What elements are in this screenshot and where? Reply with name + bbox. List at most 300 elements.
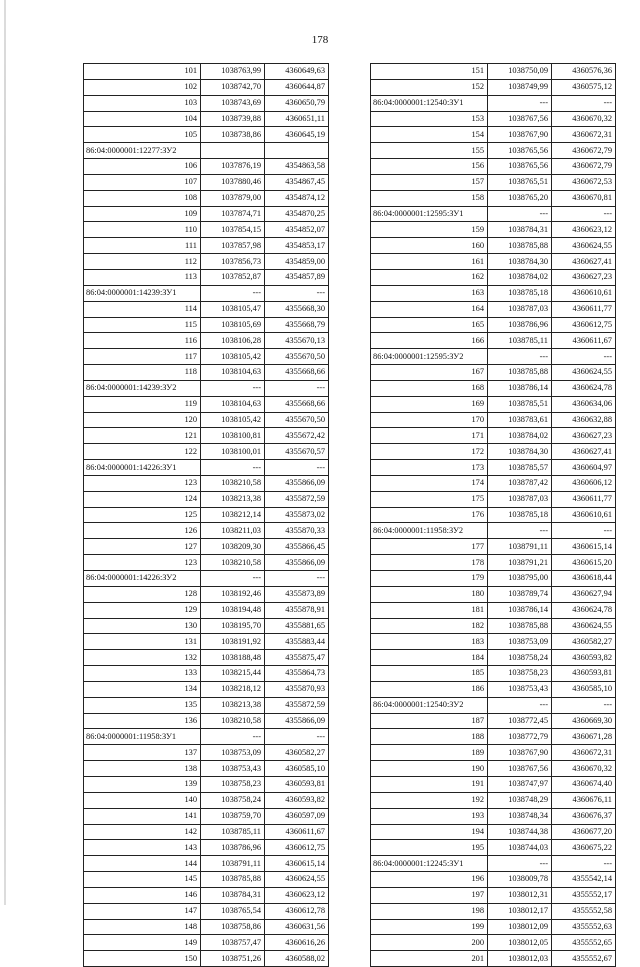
point-number-cell: 143 (84, 840, 201, 856)
y-coordinate-cell: 4360675,22 (552, 840, 616, 856)
point-number-cell: 103 (84, 95, 201, 111)
table-row (84, 840, 329, 856)
x-coordinate-cell: 1038743,69 (201, 95, 265, 111)
y-coordinate-cell: --- (265, 571, 329, 587)
x-coordinate-cell: 1038795,00 (488, 571, 552, 587)
point-number-cell: 184 (371, 650, 488, 666)
table-row (371, 792, 616, 808)
x-coordinate-cell: 1038791,11 (488, 539, 552, 555)
point-number-cell: 172 (371, 444, 488, 460)
x-coordinate-cell: 1038765,54 (201, 903, 265, 919)
y-coordinate-cell: 4360670,32 (552, 111, 616, 127)
x-coordinate-cell: 1038012,09 (488, 919, 552, 935)
point-number-cell: 127 (84, 539, 201, 555)
point-number-cell: 86:04:0000001:11958:ЗУ1 (84, 729, 201, 745)
table-row (84, 935, 329, 951)
x-coordinate-cell: --- (488, 856, 552, 872)
y-coordinate-cell: --- (265, 460, 329, 476)
y-coordinate-cell: 4355668,30 (265, 301, 329, 317)
y-coordinate-cell: 4360632,88 (552, 412, 616, 428)
point-number-cell: 135 (84, 697, 201, 713)
y-coordinate-cell: 4355542,14 (552, 872, 616, 888)
y-coordinate-cell: 4360650,79 (265, 95, 329, 111)
y-coordinate-cell: 4355875,47 (265, 650, 329, 666)
point-number-cell: 112 (84, 254, 201, 270)
table-row (84, 190, 329, 206)
point-number-cell: 178 (371, 555, 488, 571)
point-number-cell: 148 (84, 919, 201, 935)
x-coordinate-cell: 1038783,61 (488, 412, 552, 428)
table-row (371, 428, 616, 444)
x-coordinate-cell: 1038758,24 (488, 650, 552, 666)
y-coordinate-cell: 4360615,20 (552, 555, 616, 571)
x-coordinate-cell: 1038104,63 (201, 396, 265, 412)
table-row (84, 634, 329, 650)
x-coordinate-cell: 1038767,90 (488, 745, 552, 761)
table-row (371, 127, 616, 143)
point-number-cell: 188 (371, 729, 488, 745)
table-row (371, 729, 616, 745)
point-number-cell: 86:04:0000001:12277:ЗУ2 (84, 143, 201, 159)
point-number-cell: 160 (371, 238, 488, 254)
point-number-cell: 157 (371, 174, 488, 190)
y-coordinate-cell: 4360593,81 (265, 776, 329, 792)
y-coordinate-cell: --- (552, 697, 616, 713)
x-coordinate-cell: 1038759,70 (201, 808, 265, 824)
point-number-cell: 124 (84, 491, 201, 507)
x-coordinate-cell: 1038744,03 (488, 840, 552, 856)
table-row (371, 254, 616, 270)
point-number-cell: 182 (371, 618, 488, 634)
table-row (371, 301, 616, 317)
table-row (84, 412, 329, 428)
point-number-cell: 149 (84, 935, 201, 951)
table-row (84, 824, 329, 840)
point-number-cell: 86:04:0000001:12540:ЗУ2 (371, 697, 488, 713)
table-row (84, 317, 329, 333)
point-number-cell: 150 (84, 951, 201, 967)
x-coordinate-cell: --- (201, 380, 265, 396)
point-number-cell: 167 (371, 365, 488, 381)
table-row (371, 444, 616, 460)
table-row (84, 428, 329, 444)
x-coordinate-cell: 1038105,42 (201, 412, 265, 428)
point-number-cell: 180 (371, 586, 488, 602)
table-row (371, 824, 616, 840)
y-coordinate-cell: 4355672,42 (265, 428, 329, 444)
y-coordinate-cell: 4355872,59 (265, 491, 329, 507)
x-coordinate-cell: --- (201, 285, 265, 301)
point-number-cell: 86:04:0000001:14226:ЗУ2 (84, 571, 201, 587)
point-number-cell: 199 (371, 919, 488, 935)
x-coordinate-cell: 1038785,18 (488, 285, 552, 301)
x-coordinate-cell: 1038753,09 (201, 745, 265, 761)
x-coordinate-cell: 1038739,88 (201, 111, 265, 127)
y-coordinate-cell: 4354853,17 (265, 238, 329, 254)
parcel-header-row (84, 460, 329, 476)
y-coordinate-cell: 4355881,65 (265, 618, 329, 634)
x-coordinate-cell: 1038191,92 (201, 634, 265, 650)
table-row (84, 238, 329, 254)
table-row (371, 666, 616, 682)
x-coordinate-cell: 1038738,86 (201, 127, 265, 143)
y-coordinate-cell: 4360627,41 (552, 254, 616, 270)
table-row (371, 586, 616, 602)
point-number-cell: 170 (371, 412, 488, 428)
point-number-cell: 86:04:0000001:14239:ЗУ2 (84, 380, 201, 396)
x-coordinate-cell: 1038785,51 (488, 396, 552, 412)
point-number-cell: 185 (371, 666, 488, 682)
x-coordinate-cell: 1038744,38 (488, 824, 552, 840)
point-number-cell: 114 (84, 301, 201, 317)
table-row (84, 349, 329, 365)
y-coordinate-cell: --- (552, 856, 616, 872)
x-coordinate-cell: 1038757,47 (201, 935, 265, 951)
x-coordinate-cell: 1037852,87 (201, 269, 265, 285)
y-coordinate-cell: 4360618,44 (552, 571, 616, 587)
y-coordinate-cell: 4360582,27 (265, 745, 329, 761)
x-coordinate-cell: 1038784,31 (201, 887, 265, 903)
x-coordinate-cell: 1038765,56 (488, 143, 552, 159)
x-coordinate-cell: 1038210,58 (201, 475, 265, 491)
point-number-cell: 134 (84, 681, 201, 697)
y-coordinate-cell: 4360672,79 (552, 159, 616, 175)
y-coordinate-cell: 4360604,97 (552, 460, 616, 476)
table-row (84, 333, 329, 349)
y-coordinate-cell: 4360615,14 (265, 856, 329, 872)
y-coordinate-cell: 4360576,36 (552, 64, 616, 80)
y-coordinate-cell: 4354867,45 (265, 174, 329, 190)
table-row (84, 95, 329, 111)
x-coordinate-cell: 1038784,02 (488, 269, 552, 285)
x-coordinate-cell: 1038753,09 (488, 634, 552, 650)
x-coordinate-cell: 1038748,34 (488, 808, 552, 824)
y-coordinate-cell: 4360670,32 (552, 761, 616, 777)
point-number-cell: 126 (84, 523, 201, 539)
point-number-cell: 161 (371, 254, 488, 270)
y-coordinate-cell: 4355670,57 (265, 444, 329, 460)
x-coordinate-cell: 1038742,70 (201, 79, 265, 95)
point-number-cell: 105 (84, 127, 201, 143)
x-coordinate-cell: 1038753,43 (488, 681, 552, 697)
x-coordinate-cell: 1038763,99 (201, 64, 265, 80)
y-coordinate-cell: --- (265, 380, 329, 396)
parcel-header-row (84, 380, 329, 396)
table-row (84, 365, 329, 381)
y-coordinate-cell: 4360612,78 (265, 903, 329, 919)
y-coordinate-cell: 4360672,53 (552, 174, 616, 190)
y-coordinate-cell: 4355668,79 (265, 317, 329, 333)
x-coordinate-cell: 1038786,14 (488, 602, 552, 618)
y-coordinate-cell: 4355552,63 (552, 919, 616, 935)
y-coordinate-cell: 4360676,37 (552, 808, 616, 824)
y-coordinate-cell: 4360624,55 (552, 618, 616, 634)
table-row (371, 935, 616, 951)
x-coordinate-cell: 1037880,46 (201, 174, 265, 190)
coordinates-table-left (83, 63, 329, 967)
x-coordinate-cell: 1037856,73 (201, 254, 265, 270)
point-number-cell: 177 (371, 539, 488, 555)
x-coordinate-cell: 1038758,23 (201, 776, 265, 792)
y-coordinate-cell: 4355873,89 (265, 586, 329, 602)
x-coordinate-cell: 1037879,00 (201, 190, 265, 206)
y-coordinate-cell: 4355866,09 (265, 475, 329, 491)
parcel-header-row (371, 523, 616, 539)
page-number: 178 (311, 34, 329, 46)
point-number-cell: 116 (84, 333, 201, 349)
y-coordinate-cell: 4360670,81 (552, 190, 616, 206)
point-number-cell: 166 (371, 333, 488, 349)
x-coordinate-cell: 1038105,42 (201, 349, 265, 365)
point-number-cell: 192 (371, 792, 488, 808)
x-coordinate-cell: 1038748,29 (488, 792, 552, 808)
table-row (371, 634, 616, 650)
table-row (84, 491, 329, 507)
point-number-cell: 165 (371, 317, 488, 333)
table-row (84, 301, 329, 317)
y-coordinate-cell: 4360624,78 (552, 380, 616, 396)
y-coordinate-cell: 4360677,20 (552, 824, 616, 840)
y-coordinate-cell: 4360593,81 (552, 666, 616, 682)
x-coordinate-cell: --- (201, 460, 265, 476)
x-coordinate-cell: 1038212,14 (201, 507, 265, 523)
point-number-cell: 113 (84, 269, 201, 285)
point-number-cell: 129 (84, 602, 201, 618)
table-row (84, 269, 329, 285)
x-coordinate-cell: --- (488, 523, 552, 539)
parcel-header-row (84, 571, 329, 587)
table-row (371, 602, 616, 618)
x-coordinate-cell: 1038215,44 (201, 666, 265, 682)
x-coordinate-cell: 1038787,03 (488, 491, 552, 507)
x-coordinate-cell: 1038785,88 (201, 872, 265, 888)
y-coordinate-cell: 4360624,55 (265, 872, 329, 888)
x-coordinate-cell: 1038784,02 (488, 428, 552, 444)
x-coordinate-cell: 1038012,31 (488, 887, 552, 903)
point-number-cell: 128 (84, 586, 201, 602)
y-coordinate-cell: 4360611,77 (552, 491, 616, 507)
x-coordinate-cell: 1038749,99 (488, 79, 552, 95)
x-coordinate-cell: 1038012,05 (488, 935, 552, 951)
y-coordinate-cell: 4355552,65 (552, 935, 616, 951)
point-number-cell: 168 (371, 380, 488, 396)
point-number-cell: 142 (84, 824, 201, 840)
x-coordinate-cell: 1038791,11 (201, 856, 265, 872)
table-row (371, 491, 616, 507)
point-number-cell: 159 (371, 222, 488, 238)
table-row (84, 127, 329, 143)
x-coordinate-cell: 1038785,18 (488, 507, 552, 523)
point-number-cell: 187 (371, 713, 488, 729)
y-coordinate-cell: 4360672,31 (552, 745, 616, 761)
point-number-cell: 117 (84, 349, 201, 365)
x-coordinate-cell: 1038210,58 (201, 713, 265, 729)
point-number-cell: 123 (84, 475, 201, 491)
x-coordinate-cell: 1038188,48 (201, 650, 265, 666)
y-coordinate-cell: 4355552,17 (552, 887, 616, 903)
table-row (84, 951, 329, 967)
point-number-cell: 151 (371, 64, 488, 80)
y-coordinate-cell: 4360612,75 (552, 317, 616, 333)
point-number-cell: 122 (84, 444, 201, 460)
y-coordinate-cell (265, 143, 329, 159)
point-number-cell: 174 (371, 475, 488, 491)
point-number-cell: 140 (84, 792, 201, 808)
table-row (371, 285, 616, 301)
x-coordinate-cell: 1038767,56 (488, 111, 552, 127)
y-coordinate-cell: 4360634,06 (552, 396, 616, 412)
point-number-cell: 163 (371, 285, 488, 301)
point-number-cell: 86:04:0000001:11958:ЗУ2 (371, 523, 488, 539)
table-row (84, 586, 329, 602)
table-row (371, 79, 616, 95)
y-coordinate-cell: 4360627,23 (552, 428, 616, 444)
x-coordinate-cell: 1038784,30 (488, 444, 552, 460)
y-coordinate-cell: 4360674,40 (552, 776, 616, 792)
x-coordinate-cell: 1038765,56 (488, 159, 552, 175)
x-coordinate-cell: 1038767,90 (488, 127, 552, 143)
x-coordinate-cell: 1037854,15 (201, 222, 265, 238)
x-coordinate-cell: 1038786,96 (488, 317, 552, 333)
point-number-cell: 171 (371, 428, 488, 444)
x-coordinate-cell: 1038784,31 (488, 222, 552, 238)
x-coordinate-cell: 1038747,97 (488, 776, 552, 792)
y-coordinate-cell: 4360651,11 (265, 111, 329, 127)
point-number-cell: 125 (84, 507, 201, 523)
table-row (371, 555, 616, 571)
y-coordinate-cell: 4360593,82 (265, 792, 329, 808)
parcel-header-row (84, 285, 329, 301)
table-row (84, 618, 329, 634)
table-row (371, 745, 616, 761)
point-number-cell: 102 (84, 79, 201, 95)
y-coordinate-cell: 4360611,67 (265, 824, 329, 840)
table-row (84, 602, 329, 618)
y-coordinate-cell: 4355670,50 (265, 349, 329, 365)
y-coordinate-cell: 4355866,45 (265, 539, 329, 555)
y-coordinate-cell: 4360672,31 (552, 127, 616, 143)
table-row (371, 460, 616, 476)
x-coordinate-cell: 1038787,42 (488, 475, 552, 491)
y-coordinate-cell: 4355552,67 (552, 951, 616, 967)
table-row (371, 507, 616, 523)
table-row (371, 951, 616, 967)
point-number-cell: 146 (84, 887, 201, 903)
point-number-cell: 120 (84, 412, 201, 428)
point-number-cell: 190 (371, 761, 488, 777)
y-coordinate-cell: 4355873,02 (265, 507, 329, 523)
point-number-cell: 195 (371, 840, 488, 856)
x-coordinate-cell: 1038100,81 (201, 428, 265, 444)
point-number-cell: 104 (84, 111, 201, 127)
table-row (371, 143, 616, 159)
point-number-cell: 154 (371, 127, 488, 143)
point-number-cell: 198 (371, 903, 488, 919)
y-coordinate-cell: 4360624,78 (552, 602, 616, 618)
x-coordinate-cell: 1038758,23 (488, 666, 552, 682)
y-coordinate-cell: --- (265, 729, 329, 745)
point-number-cell: 169 (371, 396, 488, 412)
point-number-cell: 107 (84, 174, 201, 190)
table-row (371, 761, 616, 777)
x-coordinate-cell: 1038785,88 (488, 618, 552, 634)
table-row (371, 64, 616, 80)
table-row (84, 174, 329, 190)
x-coordinate-cell: 1038784,30 (488, 254, 552, 270)
table-row (371, 840, 616, 856)
x-coordinate-cell: 1038105,69 (201, 317, 265, 333)
table-row (371, 174, 616, 190)
x-coordinate-cell: 1038772,45 (488, 713, 552, 729)
point-number-cell: 111 (84, 238, 201, 254)
point-number-cell: 181 (371, 602, 488, 618)
point-number-cell: 86:04:0000001:12595:ЗУ2 (371, 349, 488, 365)
table-row (84, 79, 329, 95)
point-number-cell: 110 (84, 222, 201, 238)
table-row (371, 111, 616, 127)
y-coordinate-cell: 4354863,58 (265, 159, 329, 175)
point-number-cell: 175 (371, 491, 488, 507)
table-row (371, 618, 616, 634)
table-row (371, 269, 616, 285)
x-coordinate-cell: 1038209,30 (201, 539, 265, 555)
y-coordinate-cell: 4355552,58 (552, 903, 616, 919)
point-number-cell: 191 (371, 776, 488, 792)
point-number-cell: 156 (371, 159, 488, 175)
x-coordinate-cell: --- (201, 571, 265, 587)
table-row (371, 238, 616, 254)
table-row (84, 523, 329, 539)
parcel-header-row (371, 95, 616, 111)
x-coordinate-cell: 1038195,70 (201, 618, 265, 634)
y-coordinate-cell: 4355668,66 (265, 365, 329, 381)
x-coordinate-cell: 1038753,43 (201, 761, 265, 777)
y-coordinate-cell: 4360649,63 (265, 64, 329, 80)
table-row (371, 365, 616, 381)
x-coordinate-cell (201, 143, 265, 159)
point-number-cell: 123 (84, 555, 201, 571)
parcel-header-row (371, 697, 616, 713)
y-coordinate-cell: 4355878,91 (265, 602, 329, 618)
table-row (371, 333, 616, 349)
point-number-cell: 138 (84, 761, 201, 777)
point-number-cell: 106 (84, 159, 201, 175)
y-coordinate-cell: 4360645,19 (265, 127, 329, 143)
table-row (84, 254, 329, 270)
table-row (84, 475, 329, 491)
x-coordinate-cell: 1038213,38 (201, 491, 265, 507)
point-number-cell: 173 (371, 460, 488, 476)
x-coordinate-cell: 1038192,46 (201, 586, 265, 602)
table-row (371, 539, 616, 555)
x-coordinate-cell: 1038012,03 (488, 951, 552, 967)
table-row (371, 776, 616, 792)
table-row (371, 380, 616, 396)
parcel-header-row (371, 856, 616, 872)
table-row (84, 666, 329, 682)
x-coordinate-cell: --- (488, 206, 552, 222)
table-row (371, 903, 616, 919)
point-number-cell: 176 (371, 507, 488, 523)
table-row (84, 745, 329, 761)
point-number-cell: 196 (371, 872, 488, 888)
table-row (371, 887, 616, 903)
point-number-cell: 145 (84, 872, 201, 888)
point-number-cell: 153 (371, 111, 488, 127)
scan-edge-shadow (4, 0, 6, 905)
point-number-cell: 179 (371, 571, 488, 587)
y-coordinate-cell: 4360611,77 (552, 301, 616, 317)
